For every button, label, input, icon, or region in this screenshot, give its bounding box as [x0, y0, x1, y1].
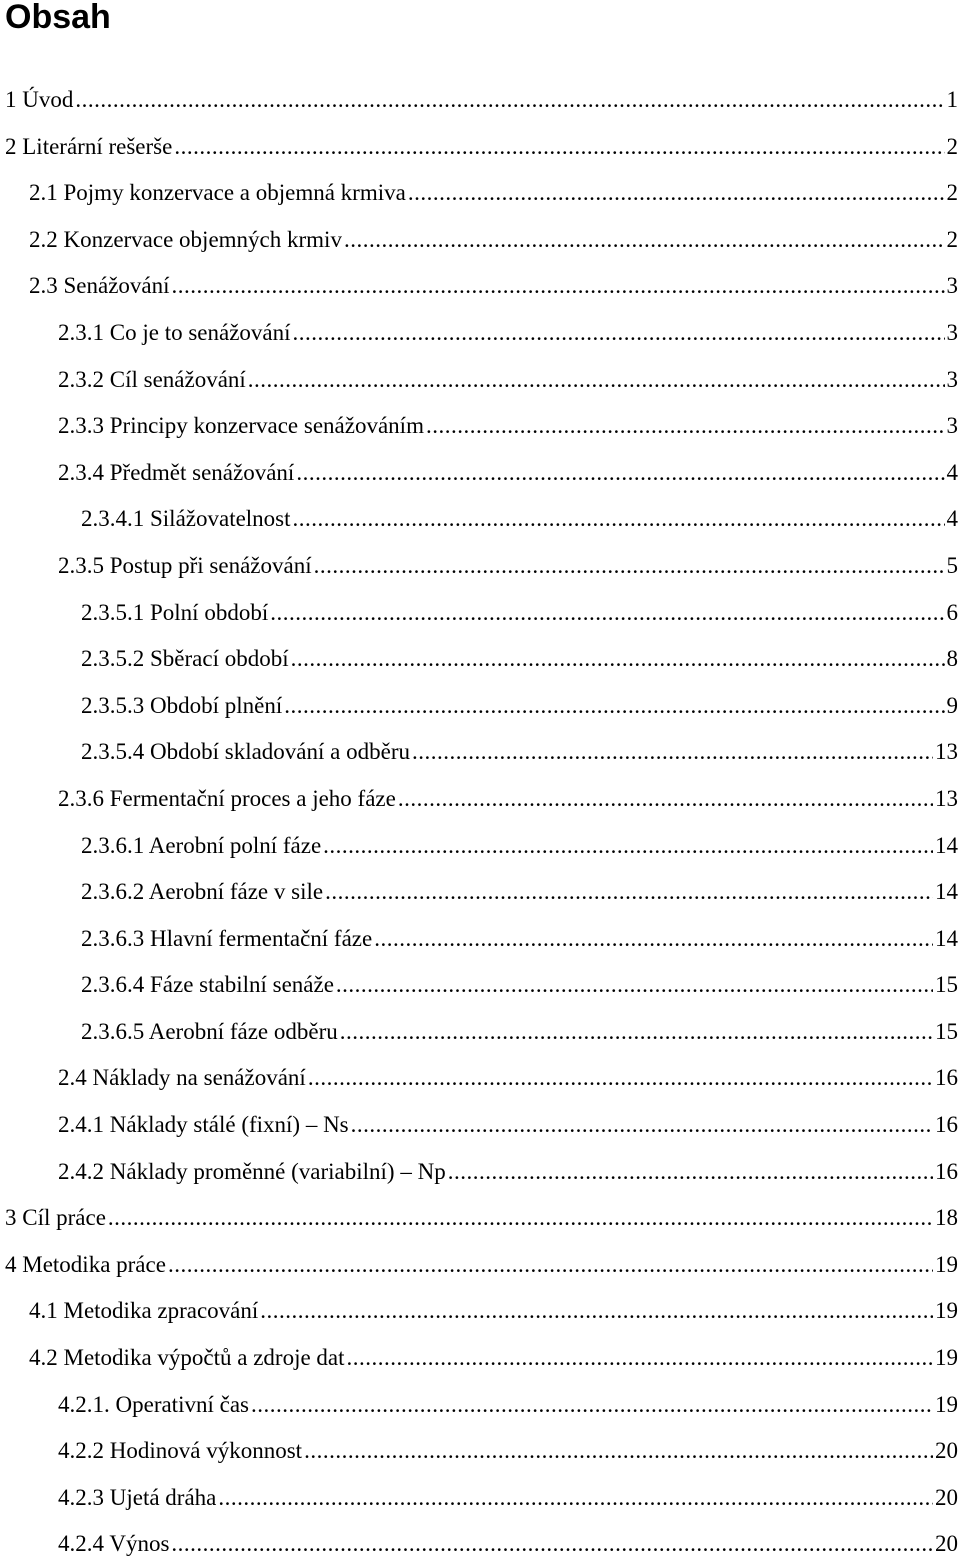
toc-entry[interactable]	[0, 310, 960, 357]
toc-entry[interactable]	[0, 170, 960, 217]
toc-entry-page-number: 8	[946, 646, 958, 672]
toc-entry-page-number: 19	[935, 1391, 958, 1417]
toc-entry[interactable]	[0, 263, 960, 310]
dot-leader	[218, 1475, 933, 1522]
toc-entry-page-number: 2	[946, 180, 958, 206]
toc-entry[interactable]	[0, 1335, 960, 1382]
table-of-contents	[0, 77, 960, 1568]
toc-entry[interactable]	[0, 1428, 960, 1475]
dot-leader	[251, 1382, 933, 1429]
dot-leader	[314, 543, 945, 590]
toc-entry-page-number: 20	[935, 1484, 958, 1510]
dot-leader	[398, 776, 933, 823]
toc-entry[interactable]	[0, 1009, 960, 1056]
toc-entry[interactable]	[0, 776, 960, 823]
toc-entry[interactable]	[0, 636, 960, 683]
toc-entry-page-number: 19	[935, 1298, 958, 1324]
toc-entry[interactable]	[0, 357, 960, 404]
dot-leader	[308, 1055, 933, 1102]
toc-entry-page-number: 20	[935, 1438, 958, 1464]
toc-entry-label: 2.3.6.3 Hlavní fermentační fáze	[81, 925, 373, 951]
dot-leader	[108, 1195, 933, 1242]
toc-entry-label: 2.3.5.4 Období skladování a odběru	[81, 739, 410, 765]
toc-entry-label: 4.2.3 Ujetá dráha	[58, 1484, 217, 1510]
toc-entry[interactable]	[0, 1382, 960, 1429]
toc-entry-label: 2.3.1 Co je to senážování	[58, 319, 291, 345]
toc-entry-page-number: 6	[946, 599, 958, 625]
toc-entry-page-number: 13	[935, 785, 958, 811]
dot-leader	[293, 310, 945, 357]
toc-entry-page-number: 20	[935, 1531, 958, 1557]
toc-entry-page-number: 2	[946, 226, 958, 252]
toc-entry[interactable]	[0, 450, 960, 497]
toc-entry[interactable]	[0, 496, 960, 543]
dot-leader	[293, 496, 945, 543]
toc-entry-label: 2.3 Senážování	[29, 273, 170, 299]
dot-leader	[75, 77, 944, 124]
toc-entry-page-number: 3	[946, 319, 958, 345]
dot-leader	[172, 263, 945, 310]
dot-leader	[260, 1288, 933, 1335]
toc-entry-label: 1 Úvod	[5, 87, 74, 112]
toc-entry-page-number: 4	[946, 459, 958, 485]
toc-entry[interactable]	[0, 590, 960, 637]
dot-leader	[412, 729, 933, 776]
toc-entry-page-number: 18	[935, 1205, 958, 1231]
toc-entry-label: 3 Cíl práce	[5, 1205, 106, 1231]
toc-entry-label: 2.3.5.1 Polní období	[81, 599, 269, 625]
toc-entry-page-number: 14	[935, 925, 958, 951]
toc-entry-page-number: 3	[946, 366, 958, 392]
toc-entry[interactable]	[0, 543, 960, 590]
toc-entry[interactable]	[0, 683, 960, 730]
toc-entry-page-number: 4	[946, 506, 958, 532]
toc-entry-page-number: 13	[935, 739, 958, 765]
toc-entry-page-number: 15	[935, 1018, 958, 1044]
toc-entry-page-number: 19	[935, 1345, 958, 1371]
toc-entry-page-number: 16	[935, 1158, 958, 1184]
dot-leader	[448, 1149, 933, 1196]
toc-entry-label: 2.3.6.1 Aerobní polní fáze	[81, 832, 322, 858]
dot-leader	[168, 1242, 933, 1289]
toc-entry[interactable]	[0, 1521, 960, 1568]
toc-entry[interactable]	[0, 916, 960, 963]
toc-entry-label: 2.4.1 Náklady stálé (fixní) – Ns	[58, 1112, 349, 1138]
toc-entry-label: 4.2.1. Operativní čas	[58, 1391, 249, 1417]
toc-entry[interactable]	[0, 124, 960, 171]
toc-entry[interactable]	[0, 823, 960, 870]
toc-entry[interactable]	[0, 729, 960, 776]
dot-leader	[248, 357, 945, 404]
toc-entry-label: 2.3.3 Principy konzervace senážováním	[58, 413, 424, 439]
toc-entry-label: 2.3.5.3 Období plnění	[81, 692, 283, 718]
dot-leader	[351, 1102, 933, 1149]
toc-entry-page-number: 1	[946, 87, 958, 112]
page-title: Obsah	[5, 0, 111, 36]
toc-entry[interactable]	[0, 77, 960, 124]
dot-leader	[347, 1335, 933, 1382]
dot-leader	[340, 1009, 933, 1056]
dot-leader	[408, 170, 945, 217]
toc-entry-page-number: 15	[935, 972, 958, 998]
toc-entry-page-number: 2	[946, 133, 958, 159]
dot-leader	[426, 403, 945, 450]
toc-entry-page-number: 14	[935, 832, 958, 858]
dot-leader	[171, 1521, 933, 1568]
toc-entry-label: 2.4.2 Náklady proměnné (variabilní) – Np	[58, 1158, 446, 1184]
toc-entry-label: 4.2 Metodika výpočtů a zdroje dat	[29, 1345, 345, 1371]
toc-entry[interactable]	[0, 1102, 960, 1149]
toc-entry-page-number: 9	[946, 692, 958, 718]
toc-entry-label: 2.2 Konzervace objemných krmiv	[29, 226, 342, 252]
toc-entry[interactable]	[0, 869, 960, 916]
toc-entry-page-number: 16	[935, 1112, 958, 1138]
toc-entry-label: 2 Literární rešerše	[5, 133, 173, 159]
toc-entry-label: 2.3.6.5 Aerobní fáze odběru	[81, 1018, 338, 1044]
dot-leader	[270, 590, 944, 637]
toc-entry[interactable]	[0, 1242, 960, 1289]
toc-entry-label: 4.1 Metodika zpracování	[29, 1298, 259, 1324]
dot-leader	[291, 636, 945, 683]
toc-entry-label: 2.3.4.1 Silážovatelnost	[81, 506, 291, 532]
dot-leader	[336, 962, 933, 1009]
toc-entry-page-number: 16	[935, 1065, 958, 1091]
dot-leader	[296, 450, 944, 497]
toc-entry-label: 4.2.4 Výnos	[58, 1531, 170, 1557]
dot-leader	[374, 916, 933, 963]
toc-entry[interactable]	[0, 217, 960, 264]
toc-entry-label: 2.3.5 Postup při senážování	[58, 552, 312, 578]
toc-entry-page-number: 19	[935, 1251, 958, 1277]
toc-entry[interactable]	[0, 1475, 960, 1522]
toc-entry-page-number: 14	[935, 879, 958, 905]
toc-entry[interactable]	[0, 962, 960, 1009]
toc-entry[interactable]	[0, 1195, 960, 1242]
toc-entry-page-number: 5	[946, 552, 958, 578]
toc-entry[interactable]	[0, 1149, 960, 1196]
dot-leader	[344, 217, 945, 264]
toc-entry-label: 2.3.6.2 Aerobní fáze v sile	[81, 879, 324, 905]
toc-entry[interactable]	[0, 1288, 960, 1335]
dot-leader	[323, 823, 933, 870]
toc-entry-label: 4.2.2 Hodinová výkonnost	[58, 1438, 303, 1464]
toc-entry-label: 4 Metodika práce	[5, 1251, 166, 1277]
dot-leader	[284, 683, 944, 730]
toc-entry-label: 2.1 Pojmy konzervace a objemná krmiva	[29, 180, 406, 206]
toc-entry-label: 2.3.6.4 Fáze stabilní senáže	[81, 972, 334, 998]
toc-entry-page-number: 3	[946, 413, 958, 439]
dot-leader	[174, 124, 944, 171]
toc-entry-label: 2.3.2 Cíl senážování	[58, 366, 246, 392]
toc-entry-label: 2.3.4 Předmět senážování	[58, 459, 295, 485]
toc-entry-label: 2.4 Náklady na senážování	[58, 1065, 306, 1091]
toc-entry-label: 2.3.5.2 Sběrací období	[81, 646, 289, 672]
dot-leader	[325, 869, 933, 916]
toc-entry-label: 2.3.6 Fermentační proces a jeho fáze	[58, 785, 396, 811]
toc-entry[interactable]	[0, 1055, 960, 1102]
dot-leader	[304, 1428, 933, 1475]
toc-entry-page-number: 3	[946, 273, 958, 299]
toc-entry[interactable]	[0, 403, 960, 450]
